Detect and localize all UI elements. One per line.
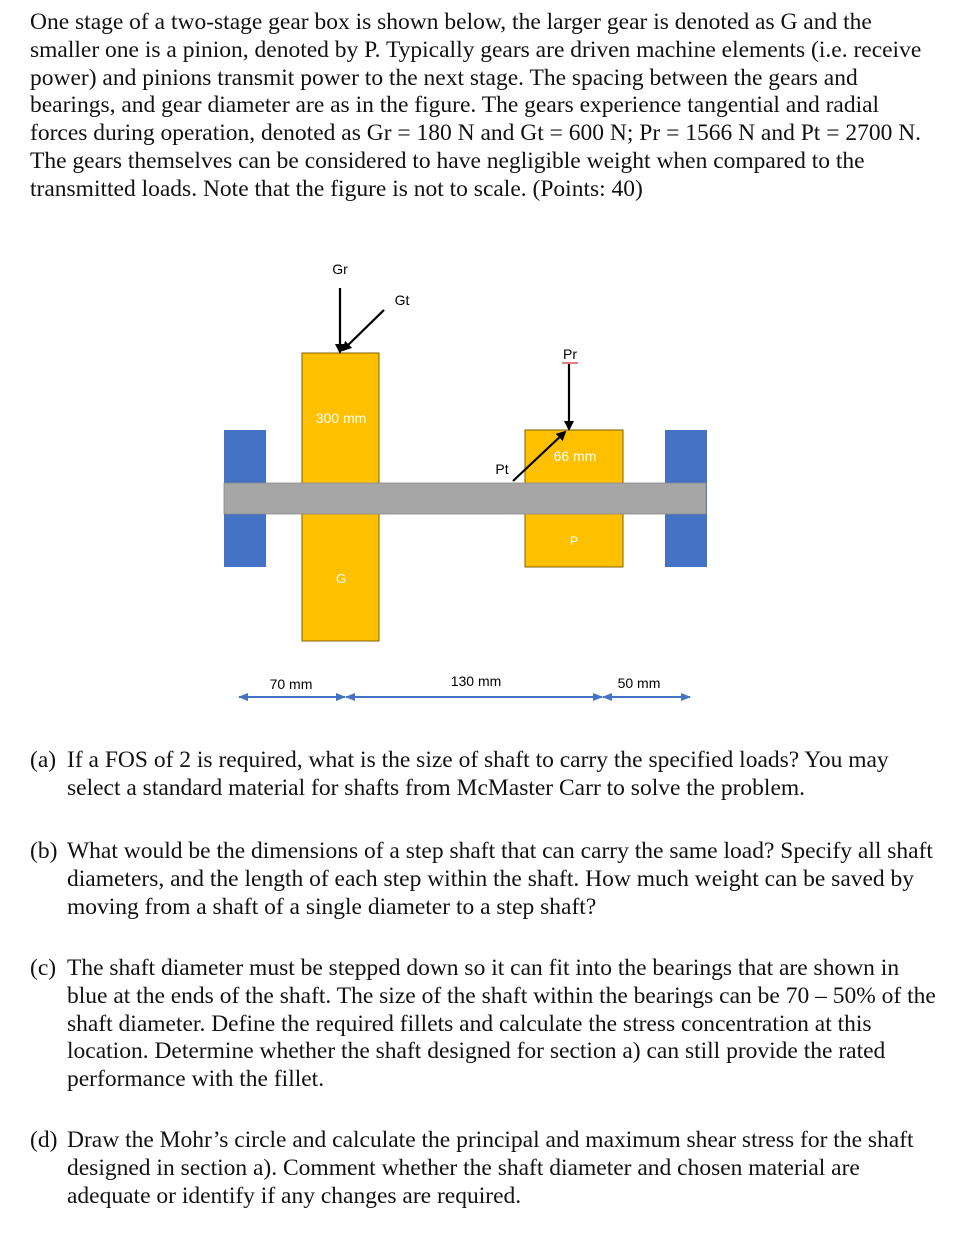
dim-label-left: 70 mm — [269, 676, 313, 692]
problem-statement: One stage of a two-stage gear box is shown below, the larger gear is denoted as G and the smaller one is a pinion, denoted by P. Typically gears are driven machine elements (i.e. receive power) and pinions transmit power to the next stage. The spacing between the gears and bearings, and gear diameter are as in the figure. The gears experience tangential and radial forces during operation, denoted as Gr = 180 N and Gt = 600 N; Pr = 1566 N and Pt = 2700 N. The gears themselves can be considered to have negligible weight when compared to the transmitted loads. Note that the figure is not to scale. (Points: 40) — [30, 9, 922, 202]
gear-diameter-label: 300 mm — [315, 410, 367, 426]
question-text: Draw the Mohr’s circle and calculate the principal and maximum shear stress for the shaft designed in section a). Comment whether the shaft diameter and chosen material are adequate or identify if any changes are required. — [67, 1127, 914, 1209]
question-b — [30, 838, 942, 921]
question-label: (a) — [30, 747, 57, 773]
question-label: (d) — [30, 1127, 58, 1153]
pinion-diameter-label: 66 mm — [553, 448, 597, 464]
gear-g-label: G — [335, 571, 347, 586]
gt-label: Gt — [394, 292, 410, 308]
question-label: (b) — [30, 838, 58, 864]
question-d — [30, 1127, 942, 1210]
gr-label: Gr — [332, 261, 348, 277]
question-text: If a FOS of 2 is required, what is the size of shaft to carry the specified loads? You may select a standard material for shafts from McMaster Carr to solve the problem. — [67, 747, 889, 801]
gearbox-diagram — [0, 240, 959, 710]
gt-force-arrow — [343, 310, 384, 350]
shaft — [224, 483, 706, 514]
pt-label: Pt — [495, 461, 509, 477]
question-text: The shaft diameter must be stepped down so it can fit into the bearings that are shown in blue at the ends of the shaft. The size of the shaft within the bearings can be 70 – 50% of the shaft diameter. Define the required fillets and calculate the stress concentration at this location. Determine whether the shaft designed for section a) can still provide the rated performance with the fillet. — [67, 955, 936, 1093]
pinion-p-label: P — [569, 534, 579, 548]
pr-label: Pr — [563, 346, 577, 362]
question-text: What would be the dimensions of a step shaft that can carry the same load? Specify all shaft diameters, and the length of each step within the shaft. How much weight can be saved by moving from a shaft of a single diameter to a step shaft? — [67, 838, 933, 920]
dim-label-middle: 130 mm — [450, 673, 502, 689]
question-c — [30, 955, 942, 1094]
question-label: (c) — [30, 955, 57, 981]
dim-label-right: 50 mm — [617, 675, 661, 691]
question-a — [30, 747, 942, 803]
